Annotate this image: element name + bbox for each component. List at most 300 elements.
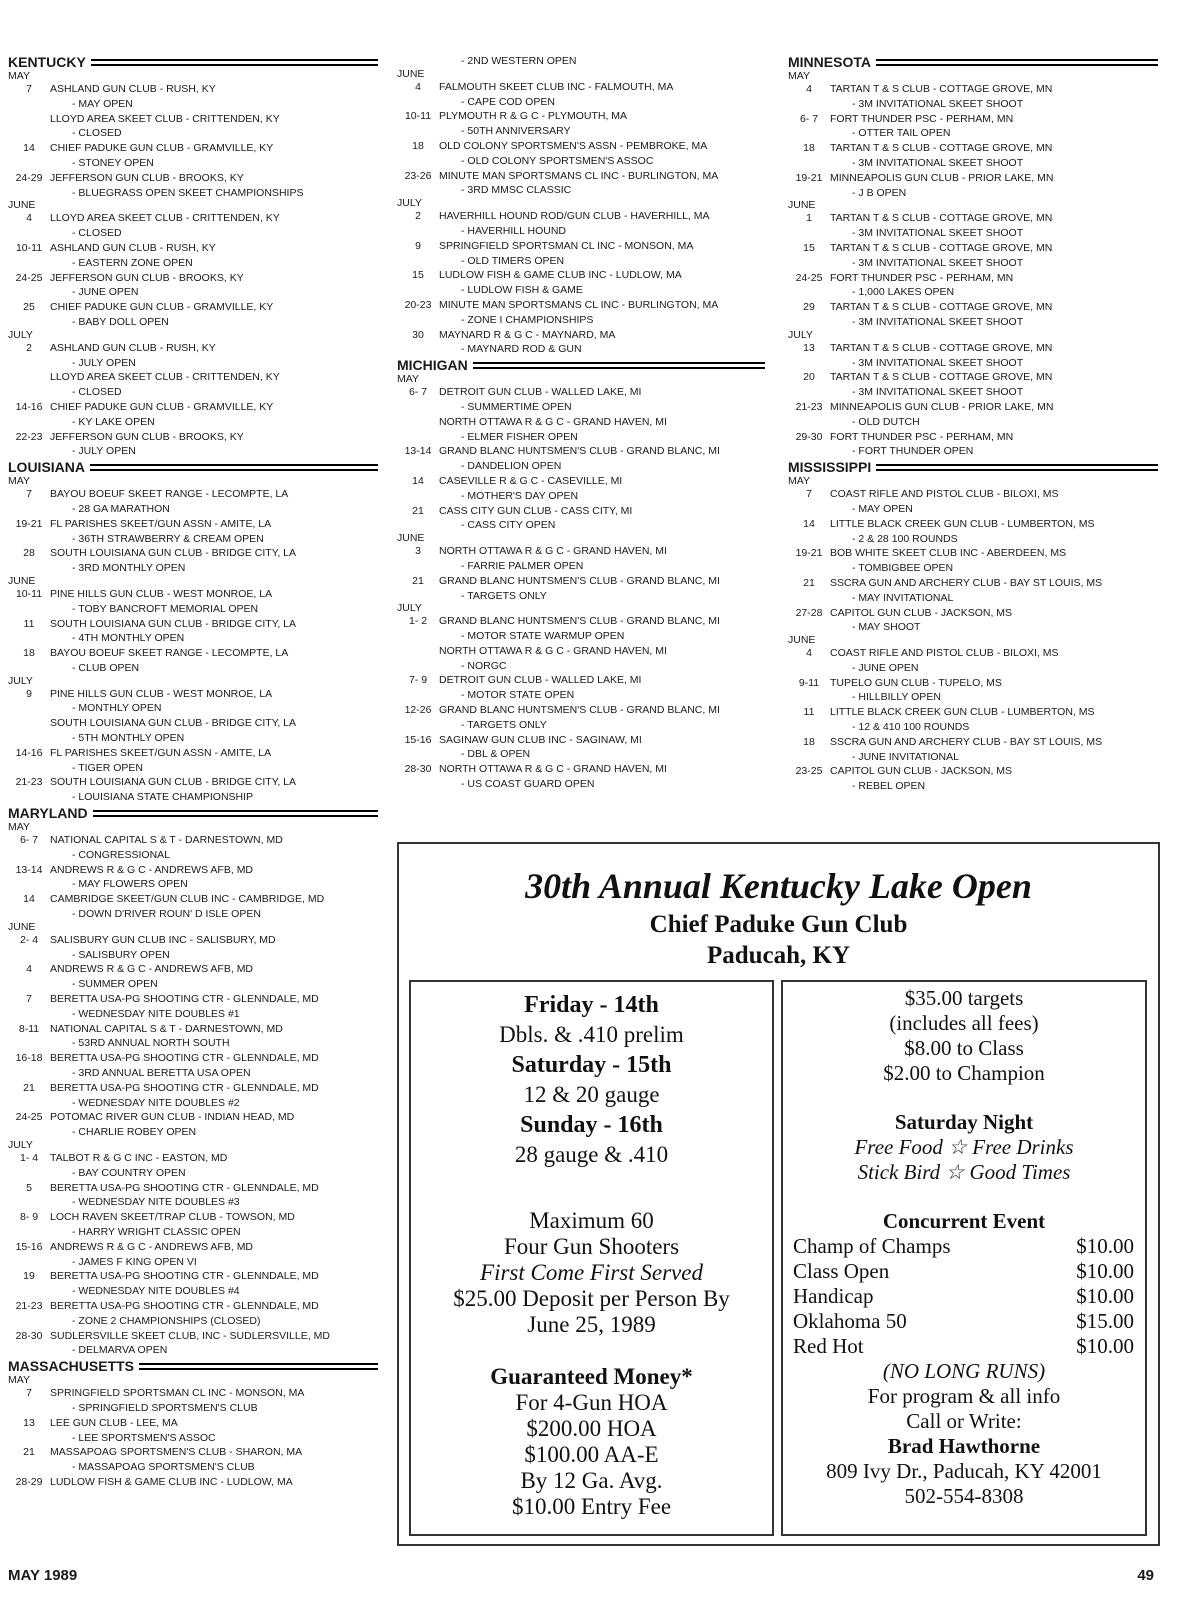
event-details — [50, 1329, 378, 1359]
event-name: - 53RD ANNUAL NORTH SOUTH — [72, 1037, 230, 1050]
club-name: LITTLE BLACK CREEK GUN CLUB - LUMBERTON, MS — [830, 706, 1095, 719]
event-name: - MONTHLY OPEN — [72, 702, 162, 715]
event-name: - 3RD ANNUAL BERETTA USA OPEN — [72, 1067, 251, 1080]
club-name: CHIEF PADUKE GUN CLUB - GRAMVILLE, KY — [50, 301, 274, 314]
event-name: - WEDNESDAY NITE DOUBLES #2 — [72, 1096, 240, 1109]
event-row — [8, 300, 378, 330]
concurrent-event-name: Handicap — [793, 1284, 874, 1308]
club-name: SUDLERSVILLE SKEET CLUB, INC - SUDLERSVILLE, MD — [50, 1329, 330, 1342]
event-date: 1- 4 — [19, 1152, 39, 1164]
event-details — [830, 487, 1158, 517]
event-date: 2- 4 — [19, 933, 39, 946]
event-details — [50, 1445, 378, 1475]
event-row — [397, 673, 765, 703]
event-date: 15 — [412, 269, 424, 282]
event-details — [439, 54, 765, 69]
event-details — [50, 82, 378, 141]
ad-club: Chief Paduke Gun Club — [649, 911, 908, 938]
event-date: 28-30 — [15, 1329, 43, 1342]
event-details — [439, 474, 765, 504]
event-row — [397, 268, 765, 298]
event-date: 24-25 — [795, 271, 823, 284]
event-date: 6- 7 — [799, 112, 819, 125]
event-details — [830, 112, 1158, 142]
concurrent-event-row — [783, 1309, 1145, 1334]
event-name: - 2ND WESTERN OPEN — [461, 55, 577, 67]
club-name: SPRINGFIELD SPORTSMAN CL INC - MONSON, MA — [439, 239, 694, 252]
state-rule — [90, 464, 378, 471]
sunday-event: 28 gauge & .410 — [514, 1142, 669, 1167]
event-name: - US COAST GUARD OPEN — [461, 778, 595, 791]
event-row — [8, 1051, 378, 1081]
event-row — [397, 762, 765, 792]
club-name: LEE GUN CLUB - LEE, MA — [50, 1416, 178, 1429]
event-details — [50, 1181, 378, 1211]
event-name: - REBEL OPEN — [852, 780, 926, 793]
event-details — [50, 487, 378, 517]
club-name: CAMBRIDGE SKEET/GUN CLUB INC - CAMBRIDGE, MD — [50, 893, 325, 906]
event-name: - 1,000 LAKES OPEN — [852, 286, 955, 299]
event-row — [8, 962, 378, 992]
club-name: POTOMAC RIVER GUN CLUB - INDIAN HEAD, MD — [50, 1111, 295, 1124]
club-name: LLOYD AREA SKEET CLUB - CRITTENDEN, KY — [50, 112, 280, 125]
event-row — [788, 576, 1158, 606]
event-name: - DELMARVA OPEN — [72, 1344, 168, 1357]
event-name: - WEDNESDAY NITE DOUBLES #1 — [72, 1007, 240, 1020]
event-name: - ZONE I CHAMPIONSHIPS — [461, 313, 594, 326]
club-name: CASS CITY GUN CLUB - CASS CITY, MI — [439, 504, 633, 517]
event-name: - CASS CITY OPEN — [461, 519, 556, 532]
fee-line-1: $35.00 targets — [904, 986, 1024, 1010]
event-row — [788, 517, 1158, 547]
club-name: MINUTE MAN SPORTSMANS CL INC - BURLINGTON, MA — [439, 169, 719, 182]
event-details — [50, 1475, 378, 1490]
state-section — [8, 459, 378, 805]
event-row — [8, 211, 378, 241]
event-name: - SUMMER OPEN — [72, 978, 158, 991]
event-row — [8, 1445, 378, 1475]
event-name: - WEDNESDAY NITE DOUBLES #4 — [72, 1285, 240, 1298]
event-details — [439, 80, 765, 110]
event-date — [397, 54, 439, 69]
event-name: - JUNE OPEN — [852, 661, 919, 674]
event-name: - CLOSED — [72, 127, 122, 140]
event-date: 21-23 — [15, 1299, 43, 1312]
club-name: JEFFERSON GUN CLUB - BROOKS, KY — [50, 271, 244, 284]
concurrent-event-heading: Concurrent Event — [882, 1209, 1046, 1233]
event-date: 2 — [415, 210, 421, 223]
guaranteed-money-heading: Guaranteed Money* — [490, 1364, 693, 1389]
info-line-1: For program & all info — [867, 1384, 1061, 1408]
month-label: MAY — [397, 373, 419, 386]
event-date: 22-23 — [15, 430, 43, 443]
state-section — [397, 357, 765, 792]
club-name: ASHLAND GUN CLUB - RUSH, KY — [50, 241, 216, 254]
club-name: NATIONAL CAPITAL S & T - DARNESTOWN, MD — [50, 1022, 283, 1035]
month-label: MAY — [8, 475, 30, 488]
club-name: BERETTA USA-PG SHOOTING CTR - GLENNDALE, MD — [50, 993, 319, 1006]
event-details — [50, 1081, 378, 1111]
club-name: ANDREWS R & G C - ANDREWS AFB, MD — [50, 1240, 254, 1253]
event-date: 4 — [806, 83, 812, 95]
event-name: - CLOSED — [72, 386, 122, 399]
event-date: 24-29 — [15, 171, 43, 184]
event-details — [830, 705, 1158, 735]
event-row — [8, 617, 378, 647]
column-2 — [397, 54, 765, 792]
event-details — [50, 1151, 378, 1181]
month-label: JULY — [397, 197, 422, 210]
club-name: GRAND BLANC HUNTSMEN'S CLUB - GRAND BLANC, MI — [439, 574, 720, 587]
state-header — [8, 1358, 378, 1375]
event-row — [8, 1299, 378, 1329]
event-name: - 3RD MONTHLY OPEN — [72, 562, 186, 575]
event-name: - MOTOR STATE WARMUP OPEN — [461, 630, 625, 643]
event-details — [830, 271, 1158, 301]
event-date: 3 — [415, 545, 421, 558]
state-section — [8, 54, 378, 459]
event-name: - MAY OPEN — [852, 502, 913, 515]
first-come-text: First Come First Served — [480, 1260, 703, 1285]
event-date: 7 — [806, 488, 812, 501]
issue-date: MAY 1989 — [8, 1567, 78, 1584]
event-details — [830, 341, 1158, 371]
event-date: 29 — [803, 301, 815, 314]
event-date: 5 — [26, 1181, 32, 1194]
event-row — [788, 171, 1158, 201]
event-details — [439, 109, 765, 139]
event-row — [8, 1240, 378, 1270]
event-row — [8, 933, 378, 963]
state-name: KENTUCKY — [8, 54, 86, 70]
event-row — [788, 676, 1158, 706]
concurrent-event-price: $10.00 — [1076, 1259, 1134, 1283]
event-row — [397, 703, 765, 733]
club-name: PINE HILLS GUN CLUB - WEST MONROE, LA — [50, 587, 273, 600]
club-name: MINUTE MAN SPORTSMANS CL INC - BURLINGTON, MA — [439, 298, 719, 311]
month-label: MAY — [8, 821, 30, 834]
state-section — [788, 54, 1158, 459]
event-row — [397, 209, 765, 239]
club-name: BERETTA USA-PG SHOOTING CTR - GLENNDALE, MD — [50, 1081, 319, 1094]
event-name: - 2 & 28 100 ROUNDS — [852, 532, 958, 545]
event-name: - ELMER FISHER OPEN — [461, 430, 578, 443]
state-header — [788, 459, 1158, 476]
event-date: 9 — [26, 687, 32, 700]
club-name: MASSAPOAG SPORTSMEN'S CLUB - SHARON, MA — [50, 1446, 303, 1459]
saturday-night-heading: Saturday Night — [894, 1110, 1034, 1134]
event-date: 13 — [803, 341, 815, 354]
club-name: JEFFERSON GUN CLUB - BROOKS, KY — [50, 171, 244, 184]
event-name: - BABY DOLL OPEN — [72, 315, 169, 328]
event-date: 4 — [26, 212, 32, 225]
event-details — [830, 735, 1158, 765]
club-name: COAST RIFLE AND PISTOL CLUB - BILOXI, MS — [830, 647, 1059, 660]
concurrent-event-name: Oklahoma 50 — [793, 1309, 907, 1333]
club-name: TARTAN T & S CLUB - COTTAGE GROVE, MN — [830, 301, 1053, 314]
club-name: BERETTA USA-PG SHOOTING CTR - GLENNDALE, MD — [50, 1052, 319, 1065]
event-row — [397, 574, 765, 604]
event-details — [830, 606, 1158, 636]
event-row — [397, 328, 765, 358]
deadline-text: June 25, 1989 — [527, 1312, 656, 1337]
club-name: HAVERHILL HOUND ROD/GUN CLUB - HAVERHILL, MA — [439, 210, 710, 223]
event-name: - TIGER OPEN — [72, 761, 143, 774]
event-row — [8, 430, 378, 460]
event-name: - HARRY WRIGHT CLASSIC OPEN — [72, 1225, 241, 1238]
club-name: NORTH OTTAWA R & G C - GRAND HAVEN, MI — [439, 545, 667, 558]
event-date: 15 — [803, 241, 815, 254]
saturday-night-line-2: Stick Bird ☆ Good Times — [857, 1160, 1071, 1184]
event-details — [830, 430, 1158, 460]
event-name: - HAVERHILL HOUND — [461, 224, 567, 237]
concurrent-event-row — [783, 1284, 1145, 1309]
event-row — [397, 169, 765, 199]
event-name: - 3RD MMSC CLASSIC — [461, 184, 572, 197]
contact-phone: 502-554-8308 — [904, 1484, 1024, 1508]
club-name: SSCRA GUN AND ARCHERY CLUB - BAY ST LOUIS, MS — [830, 735, 1103, 748]
event-details — [50, 517, 378, 547]
event-row — [397, 239, 765, 269]
state-name: MINNESOTA — [788, 54, 871, 70]
gm-line-3: $100.00 AA-E — [524, 1442, 659, 1467]
event-name: - FARRIE PALMER OPEN — [461, 559, 584, 572]
club-name: NORTH OTTAWA R & G C - GRAND HAVEN, MI — [439, 644, 667, 657]
event-row — [397, 733, 765, 763]
event-row — [788, 241, 1158, 271]
event-row — [8, 341, 378, 400]
club-name: TARTAN T & S CLUB - COTTAGE GROVE, MN — [830, 341, 1053, 354]
event-row — [788, 341, 1158, 371]
info-line-2: Call or Write: — [906, 1409, 1022, 1433]
month-label: JUNE — [8, 920, 36, 933]
club-name: SAGINAW GUN CLUB INC - SAGINAW, MI — [439, 733, 642, 746]
event-name: - NORGC — [461, 659, 507, 672]
event-details — [439, 504, 765, 534]
concurrent-event-row — [783, 1334, 1145, 1359]
club-name: LLOYD AREA SKEET CLUB - CRITTENDEN, KY — [50, 371, 280, 384]
event-name: - MAY FLOWERS OPEN — [72, 878, 188, 891]
friday-heading: Friday - 14th — [524, 992, 659, 1018]
club-name: BERETTA USA-PG SHOOTING CTR - GLENNDALE, MD — [50, 1299, 319, 1312]
concurrent-event-price: $10.00 — [1076, 1334, 1134, 1358]
club-name: SSCRA GUN AND ARCHERY CLUB - BAY ST LOUIS, MS — [830, 576, 1103, 589]
event-date: 20-23 — [404, 298, 432, 311]
state-section — [397, 54, 765, 357]
no-long-runs: (NO LONG RUNS) — [882, 1359, 1046, 1383]
event-name: - OTTER TAIL OPEN — [852, 127, 951, 140]
event-details — [830, 576, 1158, 606]
event-name: - TARGETS ONLY — [461, 718, 547, 731]
event-details — [439, 673, 765, 703]
event-date: 1- 2 — [408, 615, 428, 628]
event-details — [50, 1240, 378, 1270]
event-details — [830, 400, 1158, 430]
event-name: - 36TH STRAWBERRY & CREAM OPEN — [72, 532, 264, 545]
event-row — [8, 82, 378, 141]
event-name: - BLUEGRASS OPEN SKEET CHAMPIONSHIPS — [72, 186, 304, 199]
club-name: SPRINGFIELD SPORTSMAN CL INC - MONSON, MA — [50, 1387, 305, 1400]
event-date: 18 — [803, 735, 815, 748]
event-details — [50, 271, 378, 301]
event-date: 10-11 — [15, 587, 43, 600]
event-name: - OLD DUTCH — [852, 415, 920, 428]
event-date: 14-16 — [15, 746, 43, 759]
event-name: - 3M INVITATIONAL SKEET SHOOT — [852, 386, 1024, 399]
event-date: 18 — [412, 139, 424, 152]
event-details — [50, 1022, 378, 1052]
event-name: - 3M INVITATIONAL SKEET SHOOT — [852, 227, 1024, 240]
event-row — [8, 1416, 378, 1446]
month-label: MAY — [8, 1374, 30, 1387]
club-name: MINNEAPOLIS GUN CLUB - PRIOR LAKE, MN — [830, 171, 1054, 184]
event-row — [8, 1081, 378, 1111]
concurrent-event-name: Class Open — [793, 1259, 890, 1283]
club-name: BAYOU BOEUF SKEET RANGE - LECOMPTE, LA — [50, 488, 289, 501]
event-details — [50, 863, 378, 893]
event-name: - 3M INVITATIONAL SKEET SHOOT — [852, 97, 1024, 110]
event-date: 7 — [26, 488, 32, 501]
club-name: CASEVILLE R & G C - CASEVILLE, MI — [439, 474, 623, 487]
event-details — [50, 241, 378, 271]
event-row — [397, 139, 765, 169]
event-date: 30 — [412, 328, 424, 341]
event-details — [439, 209, 765, 239]
event-details — [830, 82, 1158, 112]
event-date: 9-11 — [798, 676, 820, 689]
club-name: LUDLOW FISH & GAME CLUB INC - LUDLOW, MA — [439, 269, 682, 282]
club-name: CAPITOL GUN CLUB - JACKSON, MS — [830, 765, 1013, 778]
club-name: COAST RIFLE AND PISTOL CLUB - BILOXI, MS — [830, 488, 1059, 501]
event-row — [8, 646, 378, 676]
column-1 — [8, 54, 378, 1490]
month-label: JULY — [8, 1139, 33, 1151]
club-name: SALISBURY GUN CLUB INC - SALISBURY, MD — [50, 933, 276, 946]
club-name: BAYOU BOEUF SKEET RANGE - LECOMPTE, LA — [50, 647, 289, 660]
event-details — [50, 746, 378, 776]
event-details — [50, 141, 378, 171]
event-row — [8, 141, 378, 171]
event-row — [8, 546, 378, 576]
event-name: - TOMBIGBEE OPEN — [852, 562, 954, 575]
concurrent-event-list — [783, 1234, 1145, 1359]
event-name: - EASTERN ZONE OPEN — [72, 256, 193, 269]
page-number: 49 — [1137, 1567, 1154, 1584]
club-name: FORT THUNDER PSC - PERHAM, MN — [830, 271, 1014, 284]
event-row — [397, 54, 765, 69]
event-row — [8, 1329, 378, 1359]
event-date: 4 — [415, 80, 421, 93]
event-date: 21 — [412, 504, 424, 517]
fee-line-3: $8.00 to Class — [904, 1036, 1024, 1060]
concurrent-event-name: Red Hot — [793, 1334, 864, 1358]
event-name: - SPRINGFIELD SPORTSMEN'S CLUB — [72, 1401, 258, 1414]
event-details — [439, 139, 765, 169]
event-row — [397, 444, 765, 474]
club-name: GRAND BLANC HUNTSMEN'S CLUB - GRAND BLANC, MI — [439, 704, 720, 717]
state-name: MISSISSIPPI — [788, 459, 872, 476]
event-date: 14 — [23, 893, 35, 906]
event-details — [830, 370, 1158, 400]
event-name: - CLUB OPEN — [72, 661, 140, 674]
event-row — [8, 992, 378, 1022]
event-details — [439, 239, 765, 269]
club-name: BOB WHITE SKEET CLUB INC - ABERDEEN, MS — [830, 547, 1067, 560]
event-row — [788, 764, 1158, 794]
club-name: BERETTA USA-PG SHOOTING CTR - GLENNDALE, MD — [50, 1270, 319, 1283]
club-name: ANDREWS R & G C - ANDREWS AFB, MD — [50, 963, 254, 976]
club-name: LOCH RAVEN SKEET/TRAP CLUB - TOWSON, MD — [50, 1211, 295, 1224]
state-rule — [139, 1363, 378, 1370]
event-name: - TARGETS ONLY — [461, 589, 547, 602]
event-details — [50, 1386, 378, 1416]
sunday-heading: Sunday - 16th — [520, 1112, 663, 1138]
club-name: TARTAN T & S CLUB - COTTAGE GROVE, MN — [830, 212, 1053, 225]
club-name: BERETTA USA-PG SHOOTING CTR - GLENNDALE, MD — [50, 1181, 319, 1194]
event-row — [8, 833, 378, 863]
event-details — [50, 775, 378, 805]
event-name: - MAY SHOOT — [852, 621, 921, 634]
event-details — [439, 268, 765, 298]
saturday-heading: Saturday - 15th — [511, 1052, 672, 1078]
event-details — [439, 574, 765, 604]
club-name: TARTAN T & S CLUB - COTTAGE GROVE, MN — [830, 142, 1053, 155]
event-details — [439, 544, 765, 574]
month-label: MAY — [788, 475, 810, 488]
event-details — [50, 892, 378, 922]
club-name: MAYNARD R & G C - MAYNARD, MA — [439, 328, 616, 341]
event-details — [50, 617, 378, 647]
club-name: MINNEAPOLIS GUN CLUB - PRIOR LAKE, MN — [830, 400, 1054, 413]
event-date: 29-30 — [795, 430, 823, 443]
event-date: 11 — [23, 617, 35, 630]
fee-line-4: $2.00 to Champion — [883, 1061, 1045, 1085]
event-date: 28 — [23, 547, 35, 560]
month-label: MAY — [8, 70, 30, 82]
event-name: - FORT THUNDER OPEN — [852, 445, 974, 458]
event-details — [50, 1416, 378, 1446]
event-date: 14 — [412, 474, 424, 487]
event-row — [8, 863, 378, 893]
event-name: - WEDNESDAY NITE DOUBLES #3 — [72, 1196, 240, 1209]
event-row — [788, 141, 1158, 171]
event-date: 28-30 — [404, 763, 432, 776]
event-details — [50, 933, 378, 963]
event-date: 4 — [26, 963, 32, 976]
state-name: MICHIGAN — [397, 357, 468, 374]
event-details — [439, 385, 765, 444]
event-details — [830, 300, 1158, 330]
event-row — [397, 109, 765, 139]
event-date: 21 — [803, 576, 815, 589]
club-name: ANDREWS R & G C - ANDREWS AFB, MD — [50, 863, 254, 876]
deposit-text: $25.00 Deposit per Person By — [453, 1286, 730, 1311]
state-name: LOUISIANA — [8, 459, 85, 476]
event-date: 10-11 — [404, 110, 432, 123]
event-name: - MAY OPEN — [72, 97, 133, 110]
event-details — [830, 546, 1158, 576]
event-details — [50, 1110, 378, 1140]
state-section — [8, 805, 378, 1358]
club-name: FALMOUTH SKEET CLUB INC - FALMOUTH, MA — [439, 80, 674, 93]
event-details — [830, 211, 1158, 241]
event-date: 19-21 — [15, 517, 43, 530]
event-row — [788, 370, 1158, 400]
club-name: OLD COLONY SPORTSMEN'S ASSN - PEMBROKE, MA — [439, 139, 708, 152]
event-row — [397, 544, 765, 574]
event-date: 18 — [803, 142, 815, 155]
gm-line-5: $10.00 Entry Fee — [511, 1494, 672, 1519]
